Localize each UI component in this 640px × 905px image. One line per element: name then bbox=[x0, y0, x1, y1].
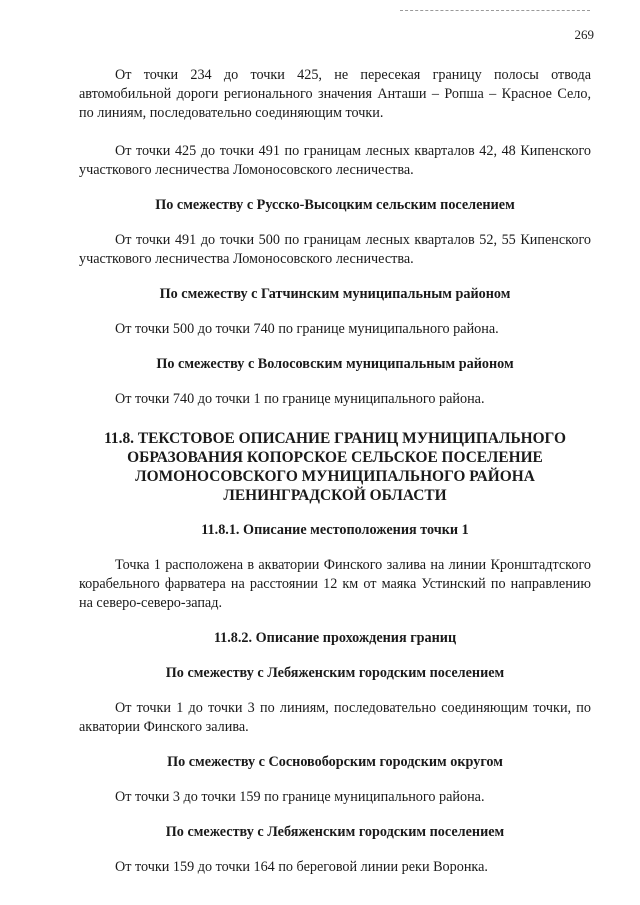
paragraph: От точки 500 до точки 740 по границе муниципального района. bbox=[115, 321, 499, 337]
document-body bbox=[79, 66, 591, 877]
header-rule bbox=[400, 10, 590, 11]
subsection-heading: По смежеству с Волосовским муниципальным районом bbox=[156, 356, 514, 372]
subsection-heading: 11.8.1. Описание местоположения точки 1 bbox=[201, 522, 469, 538]
paragraph: От точки 3 до точки 159 по границе муниципального района. bbox=[115, 789, 485, 805]
subsection-heading: По смежеству с Лебяженским городским поселением bbox=[165, 665, 505, 681]
subsection-heading: По смежеству с Сосновоборским городским округом bbox=[167, 754, 503, 770]
paragraph: От точки 491 до точки 500 по границам лесных кварталов 52, 55 Кипенского участкового лесничества Ломоносовского лесничества. bbox=[79, 232, 591, 267]
paragraph: От точки 740 до точки 1 по границе муниципального района. bbox=[115, 391, 485, 407]
subsection-heading: По смежеству с Русско-Высоцким сельским поселением bbox=[155, 197, 515, 213]
paragraph: От точки 234 до точки 425, не пересекая границу полосы отвода автомобильной дороги регионального значения Анташи – Ропша – Красное Село, по линиям, последовательно соединяющим точки. bbox=[79, 67, 591, 121]
paragraph: От точки 1 до точки 3 по линиям, последовательно соединяющим точки, по акватории Финского залива. bbox=[79, 700, 591, 735]
page-number: 269 bbox=[574, 27, 594, 42]
subsection-heading: По смежеству с Лебяженским городским поселением bbox=[165, 824, 505, 840]
paragraph: От точки 425 до точки 491 по границам лесных кварталов 42, 48 Кипенского участкового лесничества Ломоносовского лесничества. bbox=[79, 143, 591, 178]
section-title: 11.8. ТЕКСТОВОЕ ОПИСАНИЕ ГРАНИЦ МУНИЦИПАЛЬНОГО ОБРАЗОВАНИЯ КОПОРСКОЕ СЕЛЬСКОЕ ПОСЕЛЕНИЕ ЛОМОНОСОВСКОГО МУНИЦИПАЛЬНОГО РАЙОНА ЛЕНИНГРАДСКОЙ ОБЛАСТИ bbox=[104, 430, 566, 504]
subsection-heading: По смежеству с Гатчинским муниципальным районом bbox=[159, 286, 511, 302]
paragraph: Точка 1 расположена в акватории Финского залива на линии Кронштадтского корабельного фарватера на расстоянии 12 км от маяка Устинский по направлению на северо-северо-запад. bbox=[79, 557, 591, 611]
paragraph: От точки 159 до точки 164 по береговой линии реки Воронка. bbox=[115, 859, 488, 875]
subsection-heading: 11.8.2. Описание прохождения границ bbox=[213, 630, 457, 646]
